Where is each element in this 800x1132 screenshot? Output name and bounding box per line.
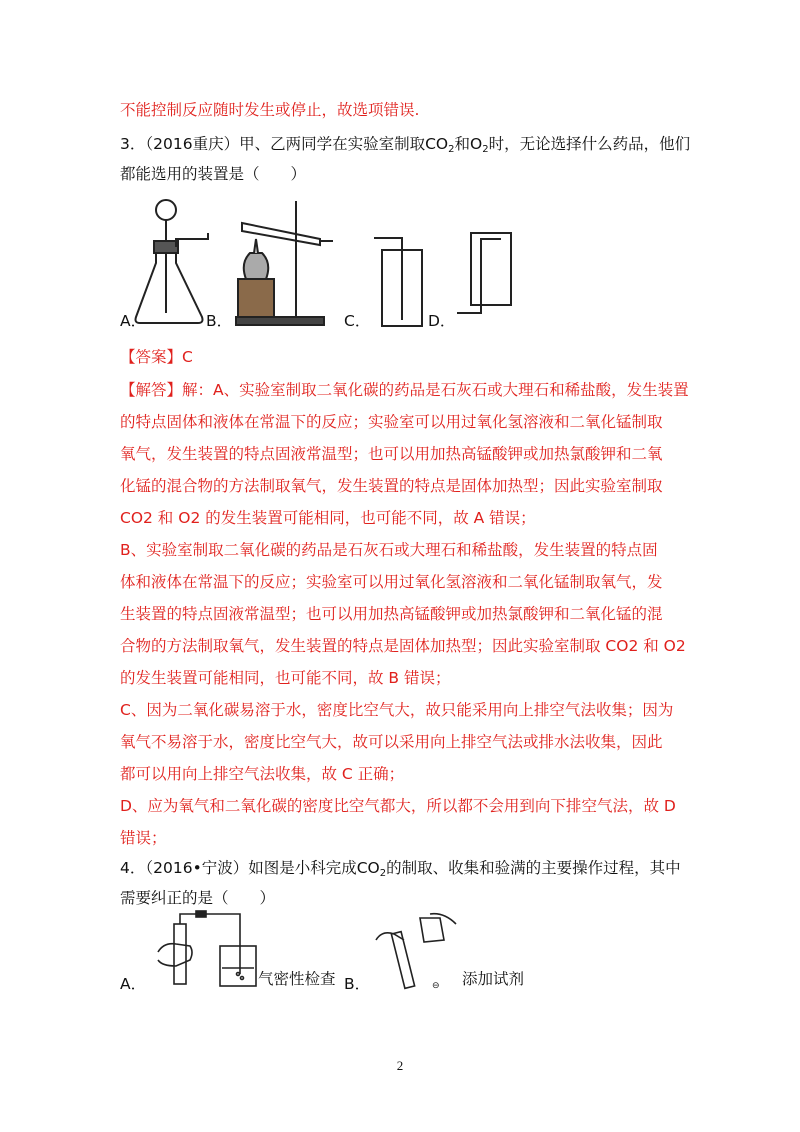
q4-caption-a: 气密性检查: [258, 970, 336, 988]
q4-number: 4．: [120, 859, 146, 877]
airtightness-check-figure: [150, 908, 260, 988]
analysis-line-4: 化锰的混合物的方法制取氧气，发生装置的特点是固体加热型；因此实验室制取: [120, 477, 663, 495]
q3-number: 3．: [120, 135, 146, 153]
analysis-line-7: 体和液体在常温下的反应；实验室可以用过氧化氢溶液和二氧化锰制取氧气，发: [120, 573, 663, 591]
analysis-line-13: 都可以用向上排空气法收集，故 C 正确；: [120, 765, 405, 783]
q3-option-b: B．: [206, 312, 233, 330]
heating-apparatus-figure: [228, 193, 338, 330]
q4-option-a: A．: [120, 975, 147, 993]
q4-line2: 需要纠正的是（ ）: [120, 889, 276, 907]
analysis-line-11: C、因为二氧化碳易溶于水，密度比空气大，故只能采用向上排空气法收集；因为: [120, 701, 674, 719]
top-line: 不能控制反应随时发生或停止，故选项错误.: [120, 101, 420, 119]
q4-sub1: 2: [379, 868, 387, 879]
q3-source: （2016重庆）: [145, 135, 240, 153]
adding-reagent-figure: [370, 910, 460, 990]
svg-text:⊖: ⊖: [432, 981, 440, 990]
answer-value: C: [182, 348, 193, 366]
gas-jar-upward-figure: [370, 228, 430, 330]
answer-tag: 【答案】: [120, 348, 183, 366]
analysis-line-5: CO2 和 O2 的发生装置可能相同，也可能不同，故 A 错误；: [120, 509, 536, 527]
q4-caption-b: 添加试剂: [462, 970, 525, 988]
q3-line2: 都能选用的装置是（ ）: [120, 165, 307, 183]
q3-option-d: D．: [428, 312, 456, 330]
q3-sub2: 2: [482, 144, 489, 155]
analysis-line-14: D、应为氧气和二氧化碳的密度比空气都大，所以都不会用到向下排空气法，故 D: [120, 797, 676, 815]
analysis-line-1: [120, 380, 689, 400]
analysis-line-10: 的发生装置可能相同，也可能不同，故 B 错误；: [120, 669, 451, 687]
q3-text-c: 时，无论选择什么药品，他们: [488, 135, 691, 153]
analysis-line-15: 错误；: [120, 829, 167, 847]
analysis-line-8: 生装置的特点固液常温型；也可以用加热高锰酸钾或加热氯酸钾和二氧化锰的混: [120, 605, 663, 623]
q4-line1: [120, 858, 681, 884]
analysis-line-12: 氧气不易溶于水，密度比空气大，故可以采用向上排空气法或排水法收集，因此: [120, 733, 663, 751]
page-number: 2: [396, 1058, 404, 1073]
analysis-text-1: 解：A、实验室制取二氧化碳的药品是石灰石或大理石和稀盐酸，发生装置: [182, 381, 689, 399]
analysis-line-6: B、实验室制取二氧化碳的药品是石灰石或大理石和稀盐酸，发生装置的特点固: [120, 541, 658, 559]
q4-text-b: 的制取、收集和验满的主要操作过程，其中: [386, 859, 681, 877]
q3-line1: [120, 134, 690, 160]
q4-option-b: B．: [344, 975, 371, 993]
analysis-tag: 【解答】: [120, 381, 183, 399]
q3-option-a: A．: [120, 312, 147, 330]
q3-text-a: 甲、乙两同学在实验室制取CO: [239, 135, 449, 153]
q3-option-c: C．: [344, 312, 371, 330]
answer-line: [120, 347, 193, 367]
q3-sub1: 2: [448, 144, 455, 155]
analysis-line-2: 的特点固体和液体在常温下的反应；实验室可以用过氧化氢溶液和二氧化锰制取: [120, 413, 663, 431]
analysis-line-3: 氧气，发生装置的特点固液常温型；也可以用加热高锰酸钾或加热氯酸钾和二氧: [120, 445, 663, 463]
q4-text-a: 如图是小科完成CO: [248, 859, 380, 877]
q3-text-b: 和O: [454, 135, 483, 153]
analysis-line-9: 合物的方法制取氧气，发生装置的特点是固体加热型；因此实验室制取 CO2 和 O2: [120, 637, 686, 655]
q4-source: （2016•宁波）: [145, 859, 249, 877]
gas-jar-downward-figure: [455, 225, 515, 330]
